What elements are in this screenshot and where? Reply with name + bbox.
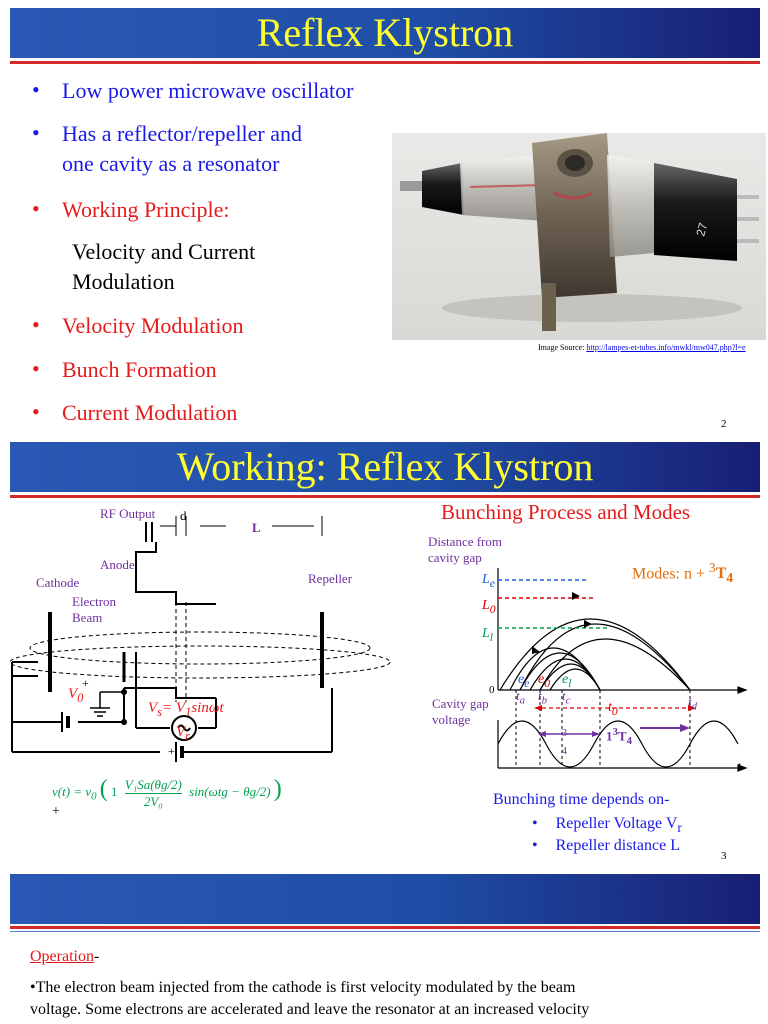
rf-output-label: RF Output xyxy=(100,506,156,521)
Le-label: $L_e$ xyxy=(482,572,495,590)
slide-working-reflex-klystron xyxy=(0,438,768,864)
bullet-item: • Working Principle: xyxy=(32,196,230,222)
Ll-label: $L_l$ xyxy=(482,626,494,644)
bunching-item: • Repeller distance L xyxy=(532,837,680,854)
bullet-dot: • xyxy=(532,837,538,854)
bullet-dot: • xyxy=(32,356,40,381)
page-number: 3 xyxy=(721,850,727,862)
three-quarter-fraction: 3 4 xyxy=(562,728,567,757)
bullet-item: • Has a reflector/repeller and one cavity as a resonator xyxy=(32,120,303,176)
bullet-dot: • xyxy=(32,120,40,145)
cavity-voltage-label: Cavity gap voltage xyxy=(432,696,489,727)
anode-label: Anode xyxy=(100,557,135,572)
slide-title: Working: Reflex Klystron xyxy=(176,444,594,489)
operation-paragraph-line: voltage. Some electrons are accelerated and leave the resonator at an increased velocity xyxy=(30,1001,590,1018)
bullet-item: • Velocity Modulation xyxy=(32,312,244,338)
tube-label: 27 xyxy=(693,221,711,238)
operation-heading: Operation- xyxy=(30,948,100,965)
tb-label: $t_b$ xyxy=(538,688,548,707)
slide-reflex-klystron xyxy=(0,0,768,438)
bullet-dot: • xyxy=(32,196,40,221)
axis-zero: 0 xyxy=(489,684,495,696)
bullet-item: • Low power microwave oscillator xyxy=(32,77,354,103)
title-underline xyxy=(10,926,760,929)
ee-label: $e_e$ xyxy=(518,672,530,690)
repeller-label: Repeller xyxy=(308,571,353,586)
bullet-dot: • xyxy=(32,77,40,102)
image-source: Image Source: http://lampes-et-tubes.info/mwkl/mw047.php?l=e xyxy=(538,343,746,352)
t0-label: $t_0$ xyxy=(608,700,618,718)
ta-label: $t_a$ xyxy=(516,688,526,707)
slide-operation xyxy=(0,864,768,1024)
page-number: 2 xyxy=(721,418,727,430)
distance-label: Distance from cavity gap xyxy=(428,534,503,565)
vr-plus: + xyxy=(168,744,175,758)
bunching-item: • Repeller Voltage $V_r$ xyxy=(532,815,682,836)
L0-label: $L_0$ xyxy=(482,598,496,616)
td-label: $t_d$ xyxy=(688,694,698,713)
t-axis-top: t xyxy=(738,684,742,696)
modes-label: Modes: $n + ^3T_4$ xyxy=(632,560,734,586)
bullet-dot: • xyxy=(532,815,538,832)
slide-title: Reflex Klystron xyxy=(256,10,514,55)
bunching-time-title: Bunching time depends on- xyxy=(493,791,670,808)
bunching-subtitle: Bunching Process and Modes xyxy=(441,500,691,524)
cathode-label: Cathode xyxy=(36,575,80,590)
slide-title-banner xyxy=(10,874,760,924)
v0-plus: + xyxy=(82,676,89,690)
bullet-dot: • xyxy=(32,312,40,337)
sub-text: Velocity and Current Modulation xyxy=(72,239,256,294)
bullet-item: • Bunch Formation xyxy=(32,356,217,382)
slide-title-banner xyxy=(10,8,760,58)
tc-label: $t_c$ xyxy=(562,688,571,707)
el-label: $e_l$ xyxy=(562,672,572,690)
slide-title-banner xyxy=(10,442,760,492)
velocity-equation: $v(t) = v_0$ ( 1 $\frac{\text{V₁Sa(θg/2)}}{\text{2V₀}}$ sin(ωtg − θg/2) ) xyxy=(52,776,282,809)
image-source-link[interactable]: http://lampes-et-tubes.info/mwkl/mw047.php?l=e xyxy=(586,343,746,352)
t-axis-bottom: t xyxy=(738,760,742,772)
electron-beam-label: Electron Beam xyxy=(72,594,117,625)
one-three-t4-label: $1^3T_4$ xyxy=(606,726,633,747)
vr-label: $V_r$ xyxy=(176,724,191,743)
title-underline-thin xyxy=(10,931,760,932)
title-underline xyxy=(10,61,760,64)
equation-plus: + xyxy=(52,804,60,819)
vs-equation: $V_s= V_1\sin\omega t$ xyxy=(148,700,224,719)
d-label: d xyxy=(180,508,187,523)
title-underline xyxy=(10,495,760,498)
operation-paragraph-line: •The electron beam injected from the cathode is first velocity modulated by the beam xyxy=(30,979,576,996)
L-label: L xyxy=(252,520,261,535)
bullet-dot: • xyxy=(32,399,40,424)
bullet-item: • Current Modulation xyxy=(32,399,238,425)
e0-label: $e_0$ xyxy=(538,672,551,690)
v0-label: $V_0$ xyxy=(68,686,84,705)
klystron-photo xyxy=(392,133,766,340)
